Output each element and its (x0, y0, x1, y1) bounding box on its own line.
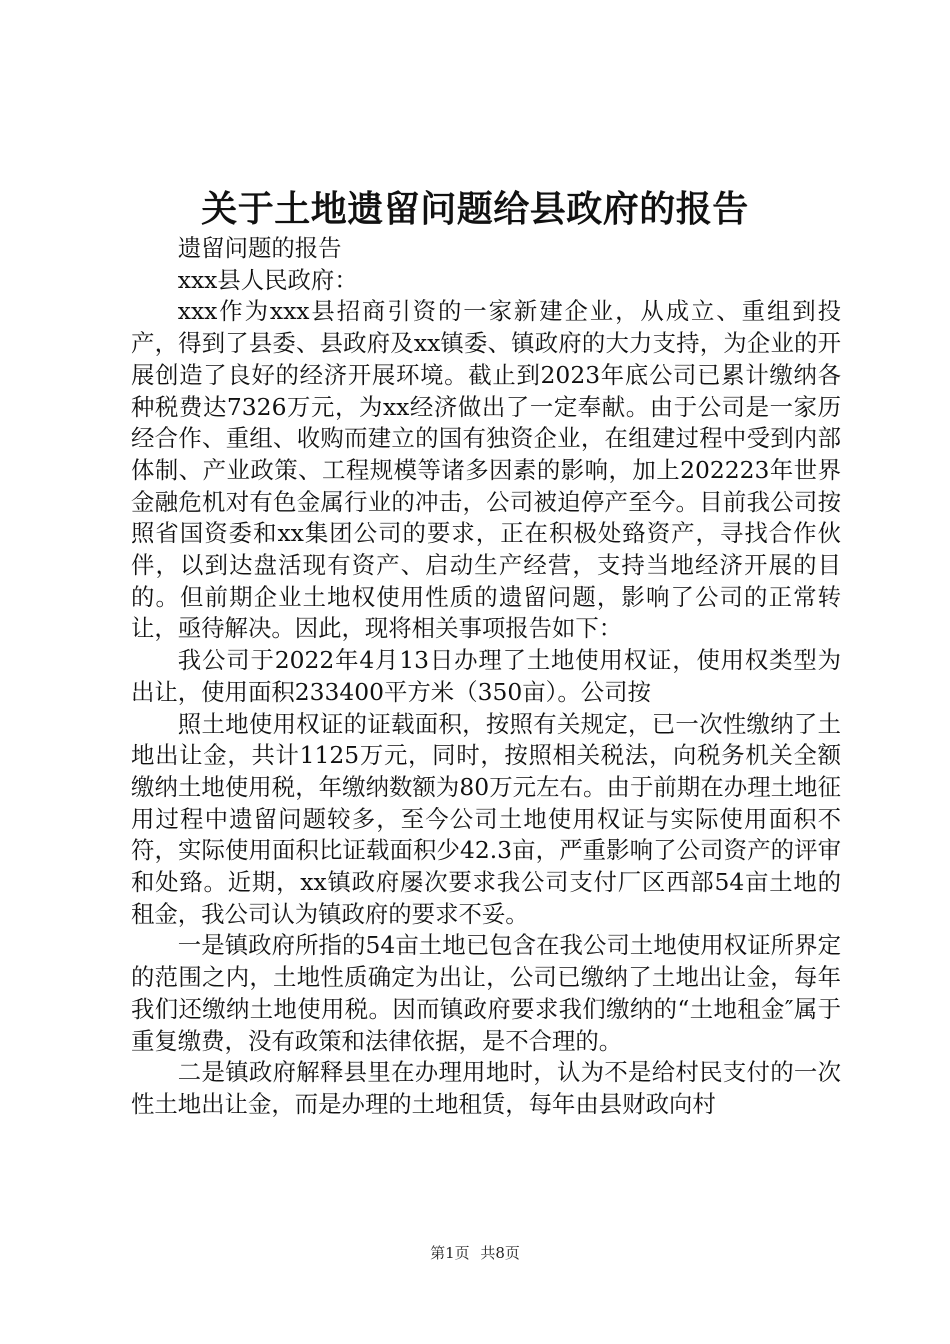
body-paragraph: xxx作为xxx县招商引资的一家新建企业，从成立、重组到投产，得到了县委、县政府及xx镇委、镇政府的大力支持，为企业的开展创造了良好的经济开展环境。截止到2023年底公司已累计缴纳各种税费达7326万元，为xx经济做出了一定奉献。由于公司是一家历经合作、重组、收购而建立的国有独资企业，在组建过程中受到内部体制、产业政策、工程规模等诸多因素的影响，加上202223年世界金融危机对有色金属行业的冲击，公司被迫停产至今。目前我公司按照省国资委和xx集团公司的要求，正在积极处臵资产，寻找合作伙伴，以到达盘活现有资产、启动生产经营，支持当地经济开展的目的。但前期企业土地权使用性质的遗留问题，影响了公司的正常转让，亟待解决。因此，现将相关事项报告如下： (131, 297, 841, 643)
body-paragraph: 二是镇政府解释县里在办理用地时，认为不是给村民支付的一次性土地出让金，而是办理的土地租赁，每年由县财政向村 (131, 1058, 841, 1118)
page-number-current: 第1页 (430, 1244, 470, 1262)
page-number-total: 共8页 (480, 1244, 520, 1262)
body-paragraph: 一是镇政府所指的54亩土地已包含在我公司土地使用权证所界定的范围之内，土地性质确定为出让，公司已缴纳了土地出让金，每年我们还缴纳土地使用税。因而镇政府要求我们缴纳的“土地租金″属于重复缴费，没有政策和法律依据，是不合理的。 (131, 931, 841, 1055)
body-paragraph-heading: 遗留问题的报告 (177, 234, 342, 262)
body-paragraph-recipient: xxx县人民政府： (177, 265, 358, 294)
body-paragraph: 我公司于2022年4月13日办理了土地使用权证，使用权类型为出让，使用面积233400平方米（350亩）。公司按 (131, 646, 841, 706)
document-title: 关于土地遗留问题给县政府的报告 (201, 188, 749, 230)
document-body (131, 233, 841, 1121)
body-paragraph: 照土地使用权证的证载面积，按照有关规定，已一次性缴纳了土地出让金，共计1125万元，同时，按照相关税法，向税务机关全额缴纳土地使用税，年缴纳数额为80万元左右。由于前期在办理土地征用过程中遗留问题较多，至今公司土地使用权证与实际使用面积不符，实际使用面积比证载面积少42.3亩，严重影响了公司资产的评审和处臵。近期，xx镇政府屡次要求我公司支付厂区西部54亩土地的租金，我公司认为镇政府的要求不妥。 (131, 709, 841, 928)
page-footer (0, 1243, 950, 1263)
